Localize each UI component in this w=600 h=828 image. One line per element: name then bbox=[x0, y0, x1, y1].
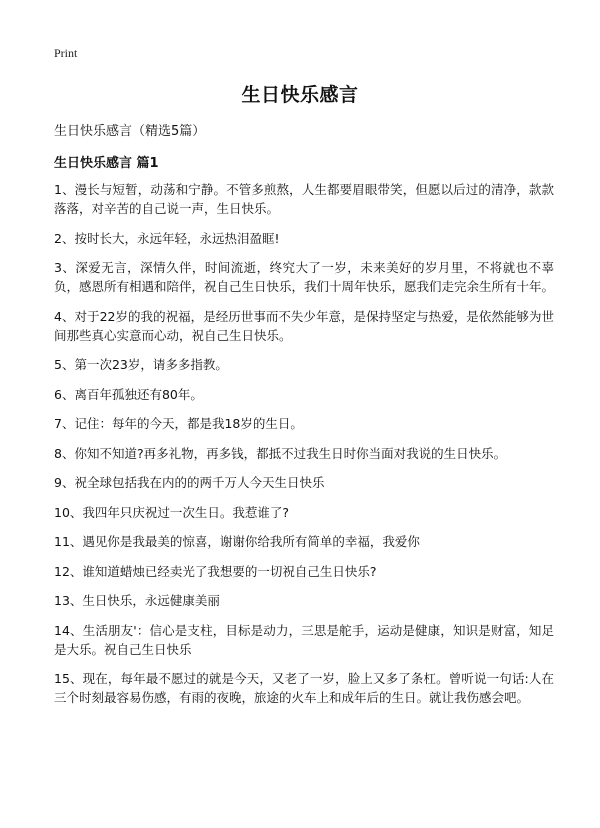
print-link[interactable]: Print bbox=[54, 46, 78, 60]
list-item: 12、谁知道蜡烛已经卖光了我想要的一切祝自己生日快乐? bbox=[54, 563, 377, 579]
list-item: 8、你知不知道?再多礼物，再多钱，都抵不过我生日时你当面对我说的生日快乐。 bbox=[54, 445, 507, 461]
list-item: 9、祝全球包括我在内的的两千万人今天生日快乐 bbox=[54, 475, 325, 490]
list-item: 1、漫长与短暂，动荡和宁静。不管多煎熬，人生都要眉眼带笑，但愿以后过的清净，款款落落，对辛苦的自己说一声，生日快乐。 bbox=[54, 182, 554, 216]
document-title: 生日快乐感言 bbox=[241, 84, 359, 106]
list-item: 5、第一次23岁，请多多指教。 bbox=[54, 357, 228, 372]
section-heading: 生日快乐感言 篇1 bbox=[54, 156, 159, 171]
list-item: 10、我四年只庆祝过一次生日。我惹谁了? bbox=[54, 504, 290, 520]
list-item: 11、遇见你是我最美的惊喜，谢谢你给我所有简单的幸福，我爱你 bbox=[54, 534, 420, 549]
list-item: 14、生活朋友'：信心是支柱，目标是动力，三思是舵手，运动是健康，知识是财富，知足是大乐。祝自己生日快乐 bbox=[54, 622, 554, 657]
document-subtitle: 生日快乐感言（精选5篇） bbox=[54, 124, 206, 139]
greeting-list bbox=[54, 180, 554, 718]
list-item: 13、生日快乐，永远健康美丽 bbox=[54, 593, 220, 608]
list-item: 2、按时长大，永远年轻，永远热泪盈眶! bbox=[54, 230, 280, 246]
list-item: 6、离百年孤独还有80年。 bbox=[54, 386, 203, 402]
list-item: 4、对于22岁的我的祝福，是经历世事而不失少年意，是保持坚定与热爱，是依然能够为世间那些真心实意而心动，祝自己生日快乐。 bbox=[54, 308, 554, 343]
list-item: 3、深爱无言，深情久伴，时间流逝，终究大了一岁，未来美好的岁月里，不将就也不辜负，感恩所有相遇和陪伴，祝自己生日快乐，我们十周年快乐，愿我们走完余生所有十年。 bbox=[54, 260, 555, 294]
list-item: 7、记住：每年的今天，都是我18岁的生日。 bbox=[54, 416, 303, 431]
list-item: 15、现在，每年最不愿过的就是今天，又老了一岁，脸上又多了条杠。曾听说一句话:人在三个时刻最容易伤感，有雨的夜晚，旅途的火车上和成年后的生日。就让我伤感会吧。 bbox=[54, 671, 554, 705]
